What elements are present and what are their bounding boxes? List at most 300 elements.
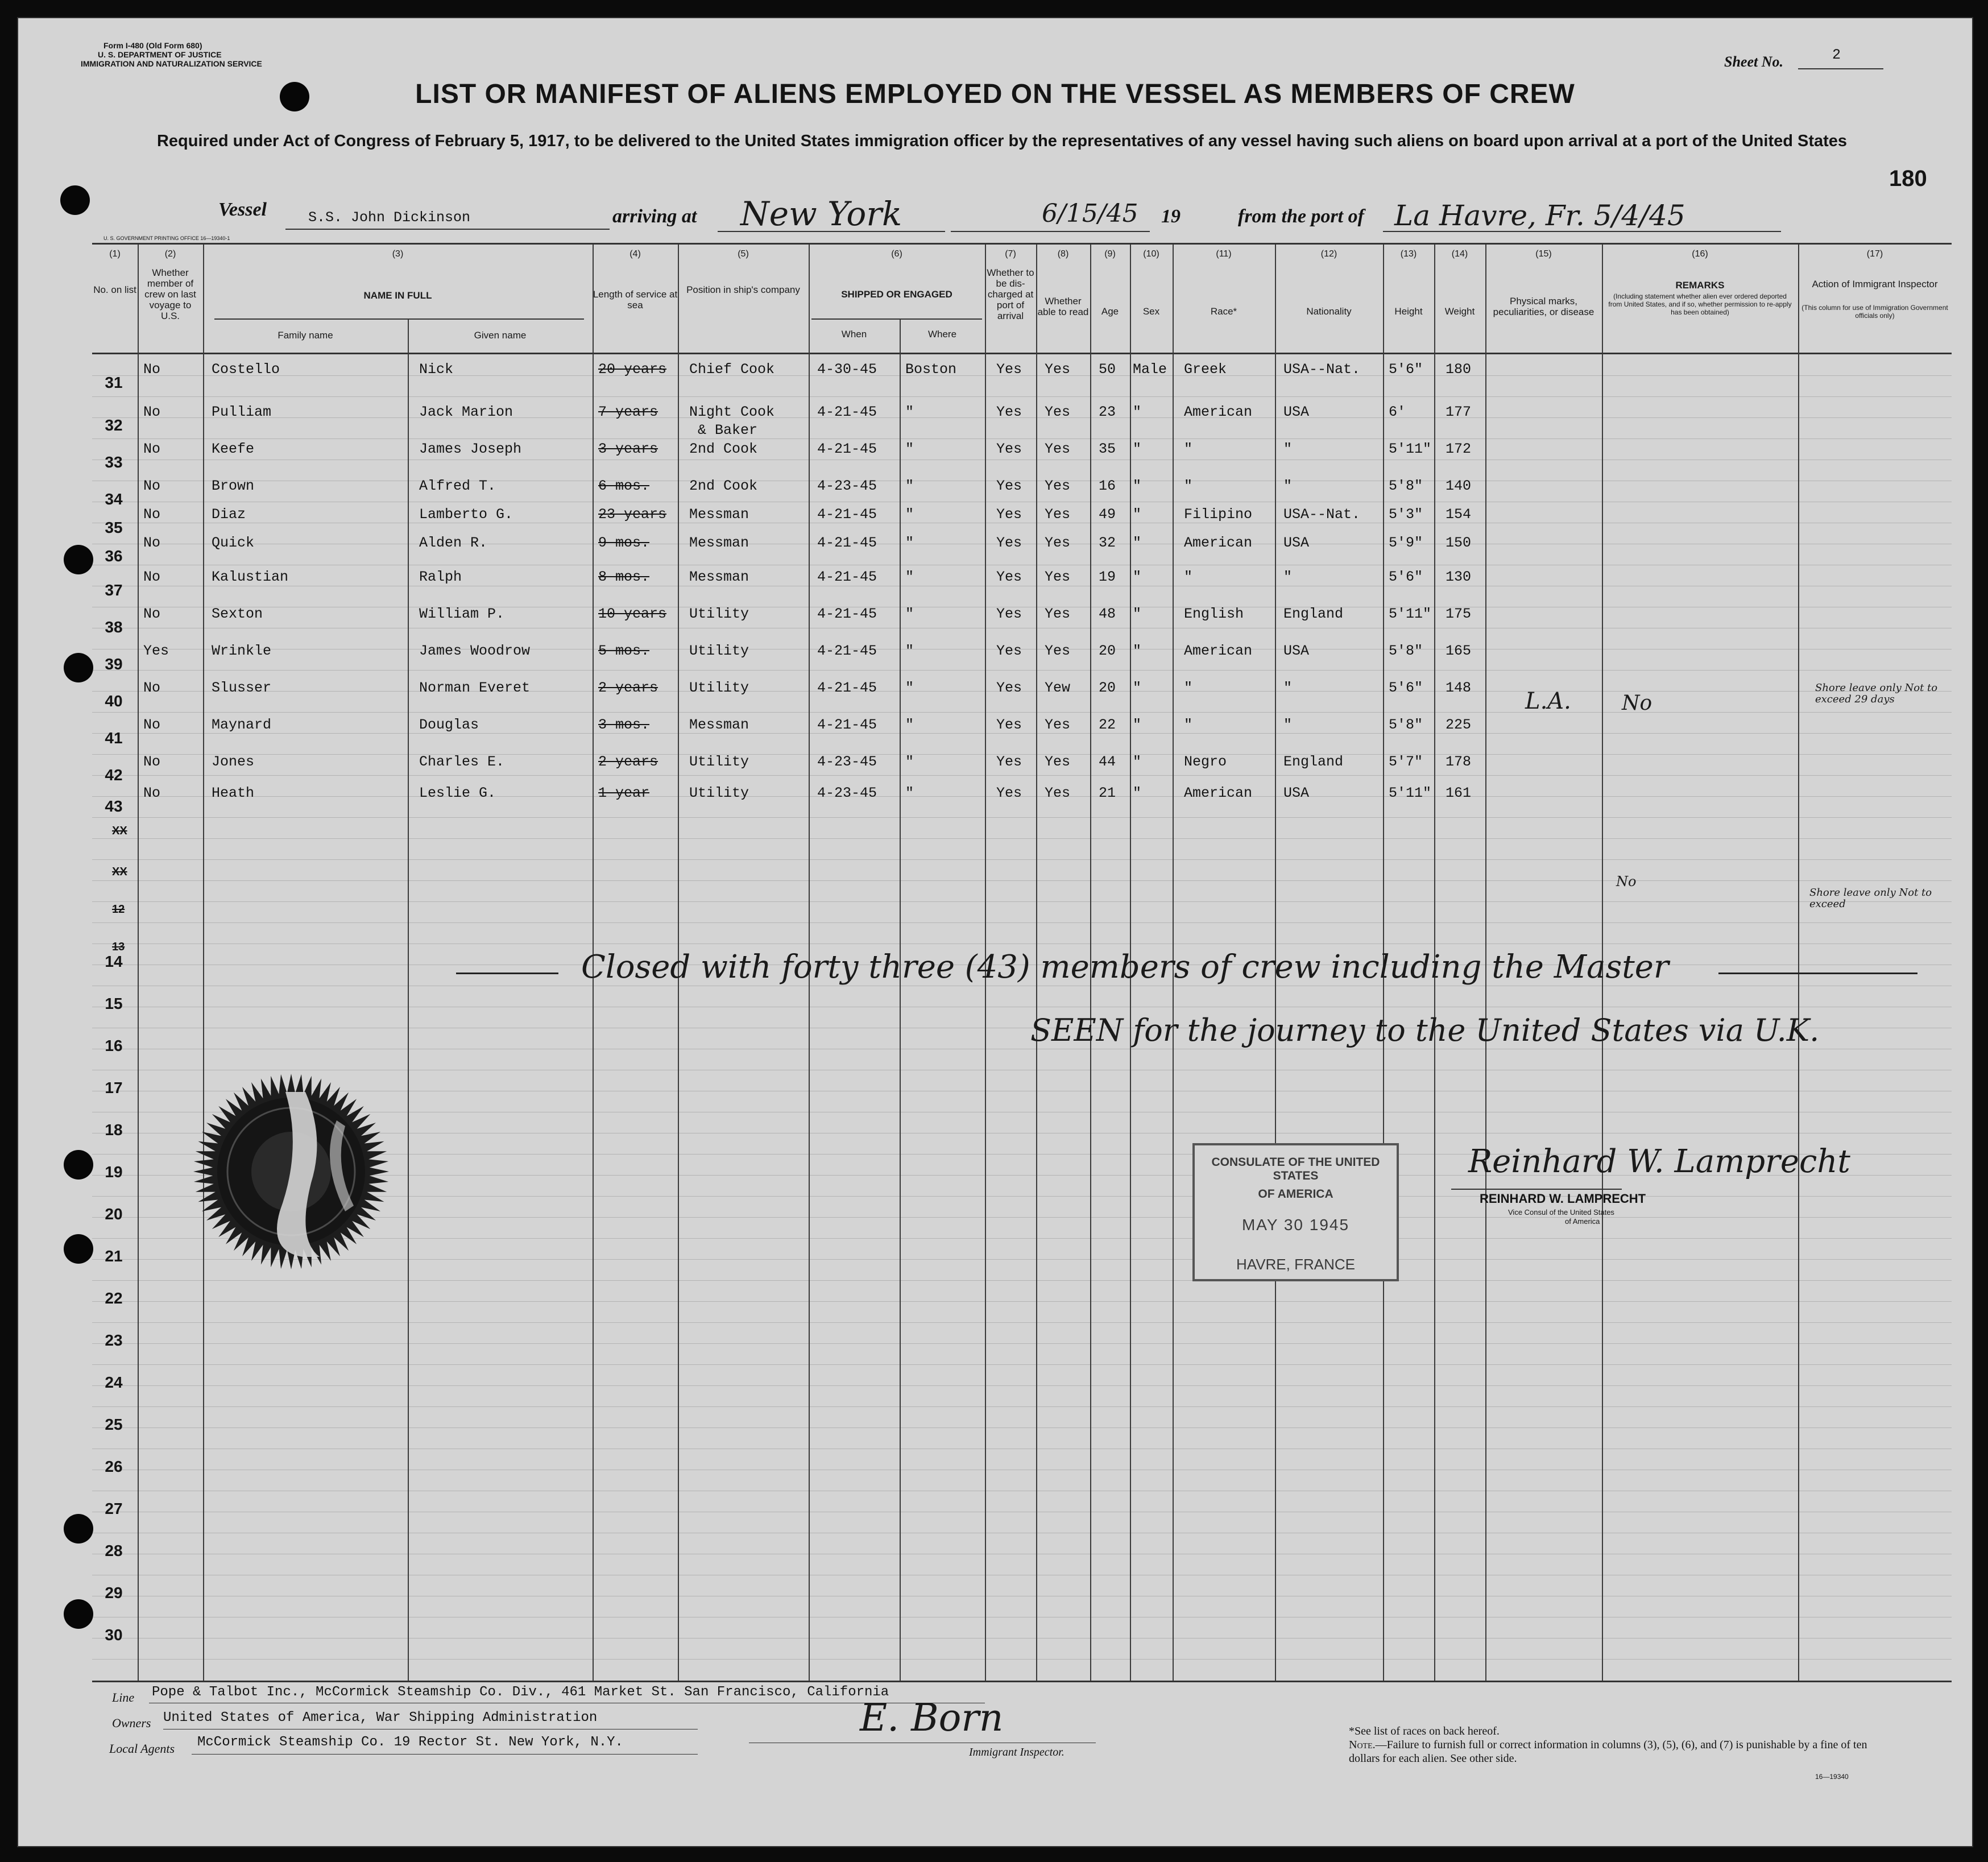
header-height: Height — [1394, 306, 1423, 317]
stamp-line2: OF AMERICA — [1258, 1187, 1333, 1201]
weight-cell: 148 — [1446, 680, 1472, 696]
nationality-cell: " — [1283, 441, 1293, 457]
last-voyage-cell: No — [143, 506, 161, 523]
height-cell: 5'8" — [1389, 717, 1423, 733]
empty-row-number: 17 — [105, 1079, 123, 1096]
family-name-cell: Quick — [212, 535, 255, 551]
race-cell: English — [1184, 606, 1244, 622]
empty-row-number: 30 — [105, 1626, 123, 1644]
header-nationality: Nationality — [1306, 306, 1352, 317]
header-family-name: Family name — [278, 330, 333, 341]
position-cell: 2nd Cook — [689, 478, 758, 494]
header-length-service: Length of service at sea — [593, 289, 678, 311]
height-cell: 5'6" — [1389, 361, 1423, 378]
family-name-cell: Brown — [212, 478, 255, 494]
closing-rule-left — [456, 973, 558, 974]
page-number: 180 — [1889, 166, 1927, 191]
length-of-service-cell: 9 mos. — [598, 535, 650, 551]
col-num-6: (6) — [891, 249, 902, 259]
manifest-sheet — [17, 17, 1973, 1847]
nationality-cell: England — [1283, 754, 1344, 770]
given-name-cell: Alden R. — [419, 535, 488, 551]
age-cell: 35 — [1099, 441, 1116, 457]
col-num-4: (4) — [629, 249, 641, 259]
vessel-label: Vessel — [218, 199, 267, 220]
family-name-cell: Keefe — [212, 441, 255, 457]
shipped-where-cell: " — [905, 478, 914, 494]
position-cell: Chief Cook — [689, 361, 775, 378]
race-cell: American — [1184, 643, 1253, 659]
header-age: Age — [1101, 306, 1119, 317]
last-voyage-cell: No — [143, 717, 161, 733]
given-name-cell: Jack Marion — [419, 404, 513, 420]
given-name-cell: Lamberto G. — [419, 506, 513, 523]
empty-row-number: 26 — [105, 1458, 123, 1475]
service-name: IMMIGRATION AND NATURALIZATION SERVICE — [81, 59, 262, 68]
note-label: Note. — [1349, 1739, 1376, 1751]
consul-signature-line — [1451, 1189, 1622, 1190]
height-cell: 5'9" — [1389, 535, 1423, 551]
length-of-service-cell: 8 mos. — [598, 569, 650, 585]
stamp-line1: CONSULATE OF THE UNITED STATES — [1211, 1156, 1380, 1182]
race-cell: Greek — [1184, 361, 1227, 378]
sex-cell: Male — [1133, 361, 1167, 378]
sex-cell: " — [1133, 717, 1142, 733]
given-name-cell: Charles E. — [419, 754, 505, 770]
row-number: 38 — [105, 618, 123, 636]
empty-row-number: 21 — [105, 1247, 123, 1265]
race-cell: " — [1184, 717, 1193, 733]
discharged-cell: Yes — [996, 535, 1022, 551]
old-number-41: XX — [112, 866, 127, 878]
col-num-12: (12) — [1320, 249, 1337, 259]
owners-label: Owners — [112, 1716, 151, 1730]
age-cell: 49 — [1099, 506, 1116, 523]
ruling-line — [92, 901, 1952, 902]
ruling-line — [92, 396, 1952, 397]
sheet-number-value: 2 — [1832, 47, 1841, 63]
printing-office: U. S. GOVERNMENT PRINTING OFFICE 16—19340-1 — [103, 235, 230, 241]
col-num-13: (13) — [1400, 249, 1417, 259]
given-name-cell: James Joseph — [419, 441, 522, 457]
age-cell: 48 — [1099, 606, 1116, 622]
shipped-where-cell: " — [905, 404, 914, 420]
height-cell: 5'11" — [1389, 441, 1432, 457]
col-num-3: (3) — [392, 249, 404, 259]
row-number: 40 — [105, 692, 123, 710]
height-cell: 5'7" — [1389, 754, 1423, 770]
ruling-line — [92, 712, 1952, 713]
race-cell: American — [1184, 404, 1253, 420]
date-line — [951, 231, 1150, 232]
crew-table — [92, 243, 1952, 1682]
sex-cell: " — [1133, 478, 1142, 494]
able-to-read-cell: Yes — [1045, 606, 1071, 622]
vessel-name: S.S. John Dickinson — [308, 209, 471, 226]
discharged-cell: Yes — [996, 785, 1022, 801]
empty-row-number: 16 — [105, 1037, 123, 1054]
weight-cell: 225 — [1446, 717, 1472, 733]
nationality-cell: " — [1283, 680, 1293, 696]
able-to-read-cell: Yes — [1045, 361, 1071, 378]
length-of-service-cell: 20 years — [598, 361, 667, 378]
row42-remarks-note: No — [1616, 874, 1637, 889]
row38-remarks-note: No — [1622, 692, 1652, 715]
shipped-when-cell: 4-21-45 — [817, 569, 877, 585]
empty-row-number: 19 — [105, 1163, 123, 1181]
position-cell: Utility — [689, 785, 749, 801]
race-cell: Negro — [1184, 754, 1227, 770]
able-to-read-cell: Yes — [1045, 754, 1071, 770]
family-name-cell: Slusser — [212, 680, 272, 696]
punch-hole — [64, 1234, 93, 1264]
agents-label: Local Agents — [109, 1741, 175, 1756]
discharged-cell: Yes — [996, 717, 1022, 733]
last-voyage-cell: No — [143, 785, 161, 801]
owners-value: United States of America, War Shipping Administration — [163, 1710, 598, 1726]
length-of-service-cell: 3 years — [598, 441, 658, 457]
able-to-read-cell: Yes — [1045, 569, 1071, 585]
height-cell: 5'6" — [1389, 680, 1423, 696]
row-number: 43 — [105, 797, 123, 815]
family-name-cell: Maynard — [212, 717, 272, 733]
vessel-line — [285, 229, 610, 230]
empty-row-number: 14 — [105, 953, 123, 970]
empty-row-number: 23 — [105, 1331, 123, 1349]
header-able-read: Whether able to read — [1037, 296, 1089, 317]
ruling-line — [92, 817, 1952, 818]
family-name-cell: Costello — [212, 361, 280, 378]
shipped-where-cell: " — [905, 606, 914, 622]
inspector-signature: E. Born — [860, 1696, 1004, 1740]
empty-row-number: 24 — [105, 1373, 123, 1391]
position-cell: Utility — [689, 643, 749, 659]
empty-row-number: 28 — [105, 1542, 123, 1559]
weight-cell: 130 — [1446, 569, 1472, 585]
col-num-10: (10) — [1143, 249, 1159, 259]
length-of-service-cell: 1 year — [598, 785, 650, 801]
age-cell: 22 — [1099, 717, 1116, 733]
consul-title-2: of America — [1565, 1217, 1600, 1226]
ruling-line — [92, 838, 1952, 839]
col-line — [203, 245, 204, 1681]
col-num-17: (17) — [1866, 249, 1883, 259]
col-line — [138, 245, 139, 1681]
empty-row-number: 18 — [105, 1121, 123, 1139]
height-cell: 5'3" — [1389, 506, 1423, 523]
punch-hole — [280, 82, 309, 111]
ruling-line — [92, 670, 1952, 671]
row38-action-note: Shore leave only Not to exceed 29 days — [1815, 682, 1938, 705]
last-voyage-cell: No — [143, 754, 161, 770]
shipped-when-cell: 4-23-45 — [817, 478, 877, 494]
empty-row-number: 29 — [105, 1584, 123, 1602]
family-name-cell: Heath — [212, 785, 255, 801]
given-name-cell: James Woodrow — [419, 643, 531, 659]
given-name-cell: Alfred T. — [419, 478, 496, 494]
shipped-where-cell: " — [905, 785, 914, 801]
sex-cell: " — [1133, 441, 1142, 457]
ruling-line — [92, 1280, 1952, 1281]
shipped-when-cell: 4-21-45 — [817, 606, 877, 622]
position-cell: Utility — [689, 680, 749, 696]
given-name-cell: Leslie G. — [419, 785, 496, 801]
note-text: —Failure to furnish full or correct information in columns (3), (5), (6), and (7) is punishable by a fine of ten dollars for each alien. See other side. — [1349, 1739, 1867, 1765]
nationality-cell: USA--Nat. — [1283, 506, 1361, 523]
length-of-service-cell: 5 mos. — [598, 643, 650, 659]
closing-statement: Closed with forty three (43) members of crew including the Master — [581, 949, 1669, 986]
length-of-service-cell: 2 years — [598, 680, 658, 696]
ruling-line — [92, 1406, 1952, 1407]
year-label: 19 — [1161, 206, 1181, 227]
consul-title-1: Vice Consul of the United States — [1508, 1208, 1614, 1216]
sex-cell: " — [1133, 643, 1142, 659]
row-number: 31 — [105, 374, 123, 391]
sheet-number-label: Sheet No. — [1724, 53, 1783, 70]
page-subtitle: Required under Act of Congress of February 5, 1917, to be delivered to the United States immigration officer by the representatives of any vessel having such aliens on board upon arrival at a port of the United States — [156, 132, 1848, 150]
col-num-2: (2) — [164, 249, 176, 259]
ruling-line — [92, 1322, 1952, 1323]
header-physical-marks: Physical marks, peculiarities, or disease — [1493, 296, 1594, 317]
row-number: 37 — [105, 581, 123, 599]
discharged-cell: Yes — [996, 643, 1022, 659]
sex-cell: " — [1133, 569, 1142, 585]
position-cell: Night Cook — [689, 404, 775, 420]
old-number-40: XX — [112, 825, 127, 837]
header-last-voyage: Whether member of crew on last voyage to U.S. — [144, 267, 196, 321]
col-num-15: (15) — [1535, 249, 1552, 259]
position-cell: Messman — [689, 569, 749, 585]
family-name-cell: Pulliam — [212, 404, 272, 420]
age-cell: 19 — [1099, 569, 1116, 585]
header-given-name: Given name — [474, 330, 527, 341]
shipped-where-cell: " — [905, 506, 914, 523]
sex-cell: " — [1133, 680, 1142, 696]
ruling-line — [92, 880, 1952, 881]
department-name: U. S. DEPARTMENT OF JUSTICE — [98, 50, 222, 59]
age-cell: 20 — [1099, 680, 1116, 696]
row-number: 35 — [105, 519, 123, 536]
sex-cell: " — [1133, 535, 1142, 551]
last-voyage-cell: No — [143, 569, 161, 585]
nationality-cell: " — [1283, 478, 1293, 494]
race-note: *See list of races on back hereof. — [1349, 1725, 1500, 1737]
ruling-line — [92, 1385, 1952, 1386]
form-number: Form I-480 (Old Form 680) — [103, 41, 202, 50]
col-num-11: (11) — [1216, 249, 1232, 259]
weight-cell: 178 — [1446, 754, 1472, 770]
row-number: 39 — [105, 655, 123, 673]
col-line — [1798, 245, 1799, 1681]
sheet-number-line — [1798, 68, 1883, 69]
nationality-cell: England — [1283, 606, 1344, 622]
discharged-cell: Yes — [996, 506, 1022, 523]
race-cell: " — [1184, 680, 1193, 696]
col-num-9: (9) — [1104, 249, 1116, 259]
row38-physical-note: L.A. — [1525, 688, 1571, 714]
old-number-43: 13 — [112, 941, 125, 953]
height-cell: 6' — [1389, 404, 1406, 420]
shipped-when-cell: 4-21-45 — [817, 680, 877, 696]
empty-row-number: 22 — [105, 1289, 123, 1307]
height-cell: 5'8" — [1389, 478, 1423, 494]
shipped-when-cell: 4-21-45 — [817, 643, 877, 659]
header-shipped-engaged: SHIPPED OR ENGAGED — [841, 289, 952, 300]
arriving-label: arriving at — [612, 206, 697, 227]
family-name-cell: Jones — [212, 754, 255, 770]
shipped-where-cell: " — [905, 643, 914, 659]
row-number: 33 — [105, 453, 123, 471]
old-number-42: 12 — [112, 903, 125, 916]
family-name-cell: Diaz — [212, 506, 246, 523]
height-cell: 5'6" — [1389, 569, 1423, 585]
header-sex: Sex — [1142, 306, 1160, 317]
length-of-service-cell: 6 mos. — [598, 478, 650, 494]
weight-cell: 172 — [1446, 441, 1472, 457]
position-cell-line2: & Baker — [698, 422, 758, 438]
shipped-when-cell: 4-21-45 — [817, 404, 877, 420]
nationality-cell: " — [1283, 717, 1293, 733]
empty-row-number: 25 — [105, 1416, 123, 1433]
last-voyage-cell: No — [143, 441, 161, 457]
discharged-cell: Yes — [996, 361, 1022, 378]
height-cell: 5'8" — [1389, 643, 1423, 659]
given-name-cell: William P. — [419, 606, 505, 622]
col-num-5: (5) — [738, 249, 749, 259]
punch-hole — [64, 1599, 93, 1629]
empty-row-number: 27 — [105, 1500, 123, 1517]
inspector-label: Immigrant Inspector. — [969, 1746, 1065, 1758]
length-of-service-cell: 2 years — [598, 754, 658, 770]
sex-cell: " — [1133, 754, 1142, 770]
height-cell: 5'11" — [1389, 785, 1432, 801]
age-cell: 16 — [1099, 478, 1116, 494]
given-name-cell: Norman Everet — [419, 680, 531, 696]
race-cell: American — [1184, 535, 1253, 551]
ruling-line — [92, 1364, 1952, 1365]
header-remarks: REMARKS — [1675, 280, 1725, 291]
age-cell: 44 — [1099, 754, 1116, 770]
position-cell: Messman — [689, 506, 749, 523]
arriving-port: New York — [740, 195, 902, 233]
header-action-sub: (This column for use of Immigration Government officials only) — [1801, 304, 1948, 320]
punch-hole — [64, 653, 93, 682]
last-voyage-cell: No — [143, 404, 161, 420]
weight-cell: 140 — [1446, 478, 1472, 494]
nationality-cell: USA — [1283, 404, 1310, 420]
punch-hole — [60, 185, 90, 215]
position-cell: Utility — [689, 606, 749, 622]
col-num-8: (8) — [1057, 249, 1069, 259]
last-voyage-cell: No — [143, 478, 161, 494]
ruling-line — [92, 733, 1952, 734]
discharged-cell: Yes — [996, 569, 1022, 585]
shipped-when-cell: 4-21-45 — [817, 717, 877, 733]
given-name-cell: Douglas — [419, 717, 479, 733]
row-number: 42 — [105, 766, 123, 784]
ruling-line — [92, 859, 1952, 860]
ruling-line — [92, 1427, 1952, 1428]
discharged-cell: Yes — [996, 478, 1022, 494]
weight-cell: 165 — [1446, 643, 1472, 659]
shipped-when-cell: 4-21-45 — [817, 506, 877, 523]
nationality-cell: " — [1283, 569, 1293, 585]
family-name-cell: Wrinkle — [212, 643, 272, 659]
closing-rule-right — [1718, 973, 1917, 974]
stamp-place: HAVRE, FRANCE — [1236, 1256, 1355, 1273]
line-label: Line — [112, 1690, 135, 1704]
given-name-cell: Ralph — [419, 569, 462, 585]
able-to-read-cell: Yes — [1045, 717, 1071, 733]
age-cell: 21 — [1099, 785, 1116, 801]
header-where: Where — [927, 329, 957, 340]
stamp-date: MAY 30 1945 — [1241, 1216, 1350, 1234]
row43-action-note: Shore leave only Not to exceed — [1809, 887, 1932, 910]
col-num-16: (16) — [1692, 249, 1708, 259]
shipped-when-cell: 4-21-45 — [817, 535, 877, 551]
empty-row-number: 15 — [105, 995, 123, 1012]
shipped-when-cell: 4-23-45 — [817, 754, 877, 770]
weight-cell: 180 — [1446, 361, 1472, 378]
header-remarks-sub: (Including statement whether alien ever ordered deported from United States, and if so, whether permission to re-apply has been obtained) — [1608, 292, 1792, 316]
shipped-when-cell: 4-23-45 — [817, 785, 877, 801]
shipped-when-cell: 4-21-45 — [817, 441, 877, 457]
header-when: When — [841, 329, 867, 340]
discharged-cell: Yes — [996, 680, 1022, 696]
given-name-cell: Nick — [419, 361, 454, 378]
shipped-where-cell: " — [905, 717, 914, 733]
sex-cell: " — [1133, 785, 1142, 801]
header-weight: Weight — [1444, 306, 1475, 317]
weight-cell: 175 — [1446, 606, 1472, 622]
ruling-line — [92, 1343, 1952, 1344]
col-num-14: (14) — [1451, 249, 1468, 259]
able-to-read-cell: Yes — [1045, 506, 1071, 523]
weight-cell: 150 — [1446, 535, 1472, 551]
position-cell: 2nd Cook — [689, 441, 758, 457]
able-to-read-cell: Yes — [1045, 643, 1071, 659]
header-discharged: Whether to be dis-charged at port of arrival — [987, 267, 1034, 321]
ruling-line — [92, 438, 1952, 439]
form-code: 16—19340 — [1815, 1773, 1849, 1781]
col-line — [408, 318, 409, 1681]
consul-signature: Reinhard W. Lamprecht — [1468, 1143, 1850, 1180]
able-to-read-cell: Yes — [1045, 535, 1071, 551]
punch-hole — [64, 1514, 93, 1544]
ruling-line — [92, 922, 1952, 923]
ruling-line — [92, 1659, 1952, 1660]
col-line — [900, 318, 901, 1681]
discharged-cell: Yes — [996, 441, 1022, 457]
punch-hole — [64, 1150, 93, 1180]
consulate-stamp — [1192, 1143, 1399, 1281]
shipped-where-cell: " — [905, 754, 914, 770]
from-port-label: from the port of — [1238, 206, 1364, 227]
able-to-read-cell: Yes — [1045, 478, 1071, 494]
sex-cell: " — [1133, 404, 1142, 420]
row-number: 32 — [105, 416, 123, 434]
col-num-7: (7) — [1005, 249, 1016, 259]
name-subheader-line — [214, 318, 584, 320]
position-cell: Messman — [689, 535, 749, 551]
race-cell: American — [1184, 785, 1253, 801]
family-name-cell: Sexton — [212, 606, 263, 622]
agents-value: McCormick Steamship Co. 19 Rector St. New York, N.Y. — [197, 1735, 623, 1750]
seen-statement: SEEN for the journey to the United States via U.K. — [1030, 1012, 1820, 1048]
header-position: Position in ship's company — [686, 284, 800, 295]
failure-note — [1349, 1738, 1895, 1765]
page-title: LIST OR MANIFEST OF ALIENS EMPLOYED ON THE VESSEL AS MEMBERS OF CREW — [415, 79, 1575, 109]
